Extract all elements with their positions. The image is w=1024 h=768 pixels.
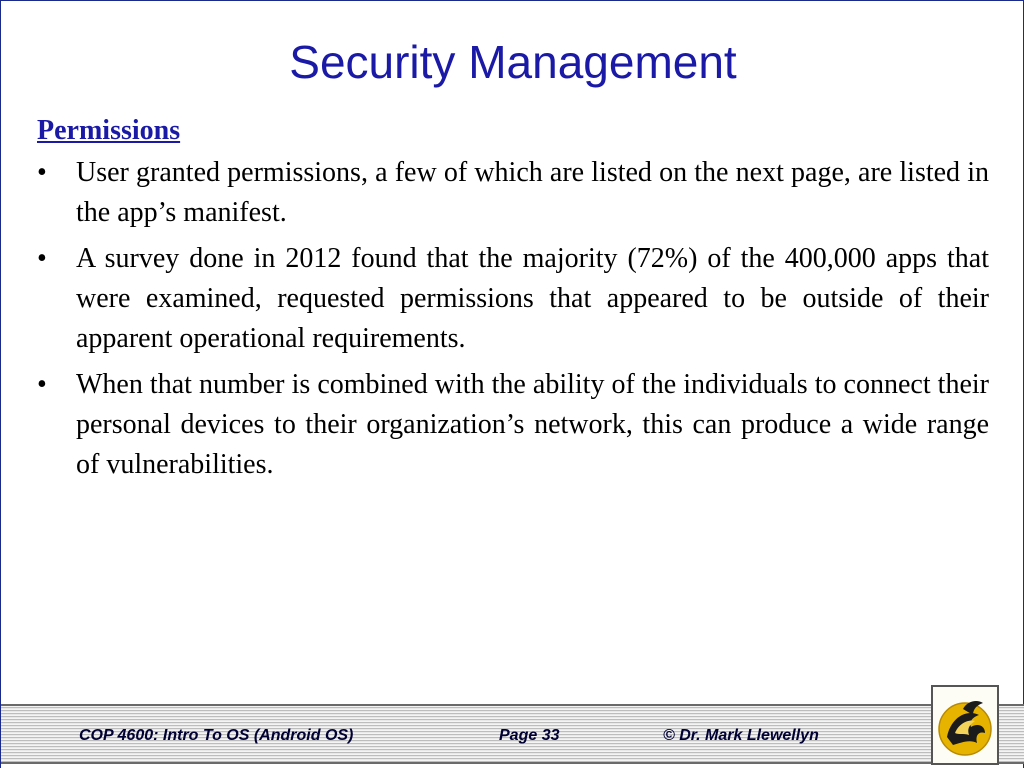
section-heading: Permissions (37, 115, 181, 146)
bullet-text: User granted permissions, a few of which are listed on the next page, are listed in the app’s manifest. (76, 157, 989, 228)
bullet-item (37, 153, 989, 233)
bullet-list (37, 153, 989, 485)
bullet-item (37, 239, 989, 359)
bullet-marker: • (37, 369, 47, 400)
footer-course-title: COP 4600: Intro To OS (Android OS) (79, 727, 354, 744)
slide-content (37, 113, 989, 491)
bullet-text: When that number is combined with the ability of the individuals to connect their personal devices to their organization’s network, this can produce a wide range of vulnerabilities. (76, 369, 989, 480)
bullet-text: A survey done in 2012 found that the majority (72%) of the 400,000 apps that were examined, requested permissions that appeared to be outside of their apparent operational requirements. (76, 243, 989, 354)
bullet-marker: • (37, 157, 47, 188)
ucf-pegasus-logo-icon (933, 687, 997, 763)
slide-title: Security Management (289, 36, 737, 88)
logo-box (931, 685, 999, 765)
footer-author: © Dr. Mark Llewellyn (663, 727, 819, 744)
bullet-item (37, 365, 989, 485)
footer-page-number: Page 33 (499, 727, 560, 744)
bullet-marker: • (37, 243, 47, 274)
